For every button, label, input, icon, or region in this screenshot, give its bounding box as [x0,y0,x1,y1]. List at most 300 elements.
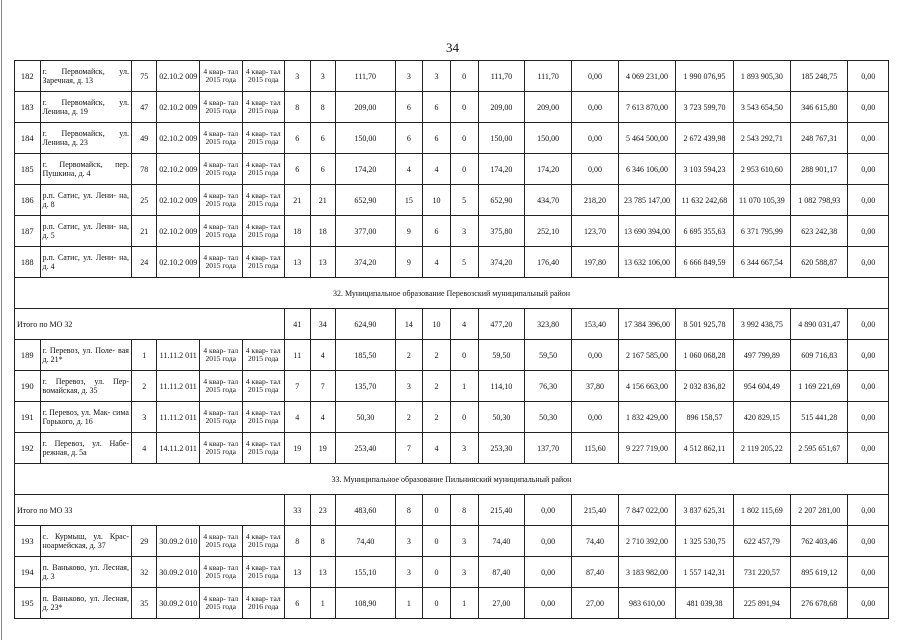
cell-c7: 21 [285,185,311,216]
cell-c19: 2 207 281,00 [791,495,848,526]
cell-c17: 3 103 594,23 [676,154,733,185]
cell-addr: с. Курмыш, ул. Крас- ноармейская, д. 37 [40,526,131,557]
cell-c17: 1 325 530,75 [676,526,733,557]
cell-c9: 624,90 [336,309,396,340]
cell-c14: 0,00 [525,495,572,526]
cell-addr: г. Перевоз, ул. Набе- режная, д. 5а [40,433,131,464]
cell-c6: 4 квар- тал 2015 года [242,526,285,557]
cell-c16: 17 384 396,00 [618,309,675,340]
cell-c11: 0 [423,526,451,557]
cell-c13: 253,30 [478,433,525,464]
cell-c18: 3 543 654,50 [733,92,790,123]
cell-c4: 30.09.2 010 [157,557,200,588]
table-row [15,588,889,619]
cell-c16: 4 156 663,00 [618,371,675,402]
cell-c13: 50,30 [478,402,525,433]
cell-c5: 4 квар- тал 2015 года [199,61,242,92]
cell-c17: 896 158,57 [676,402,733,433]
cell-c13: 209,00 [478,92,525,123]
cell-c14: 137,70 [525,433,572,464]
cell-c17: 2 672 439,98 [676,123,733,154]
cell-n: 186 [15,185,41,216]
cell-c19: 515 441,28 [791,402,848,433]
cell-c16: 3 183 982,00 [618,557,675,588]
cell-c17: 6 695 355,63 [676,216,733,247]
cell-text: 33. Муниципальное образование Пильнинский муниципальный район [15,464,889,495]
cell-c9: 155,10 [336,557,396,588]
cell-c3: 78 [131,154,157,185]
cell-c3: 25 [131,185,157,216]
cell-c5: 4 квар- тал 2015 года [199,123,242,154]
cell-c11: 0 [423,557,451,588]
cell-c14: 50,30 [525,402,572,433]
cell-c19: 895 619,12 [791,557,848,588]
cell-c11: 4 [423,154,451,185]
cell-addr: г. Перевоз, ул. Мак- сима Горького, д. 16 [40,402,131,433]
cell-c16: 7 847 022,00 [618,495,675,526]
cell-c9: 253,40 [336,433,396,464]
cell-c20: 0,00 [848,402,889,433]
cell-c12: 3 [450,216,478,247]
cell-c8: 21 [310,185,336,216]
cell-c15: 27,00 [572,588,619,619]
cell-c10: 2 [395,402,423,433]
cell-c7: 6 [285,123,311,154]
cell-c15: 87,40 [572,557,619,588]
cell-c16: 13 690 394,00 [618,216,675,247]
cell-c18: 11 070 105,39 [733,185,790,216]
cell-c18: 2 953 610,60 [733,154,790,185]
cell-c14: 0,00 [525,557,572,588]
section-header-row [15,278,889,309]
cell-c3: 1 [131,340,157,371]
cell-c6: 4 квар- тал 2015 года [242,154,285,185]
cell-c20: 0,00 [848,216,889,247]
cell-c19: 185 248,75 [791,61,848,92]
cell-c9: 374,20 [336,247,396,278]
cell-c16: 4 069 231,00 [618,61,675,92]
cell-n: 191 [15,402,41,433]
table-row [15,154,889,185]
cell-addr: г. Первомайск, ул. Ленина, д. 19 [40,92,131,123]
cell-c14: 209,00 [525,92,572,123]
cell-c19: 623 242,38 [791,216,848,247]
cell-c8: 13 [310,247,336,278]
cell-addr: г. Перевоз, ул. Поле- вая д. 21* [40,340,131,371]
cell-c14: 252,10 [525,216,572,247]
cell-c11: 2 [423,340,451,371]
cell-c5: 4 квар- тал 2015 года [199,433,242,464]
cell-n: 194 [15,557,41,588]
cell-n: 183 [15,92,41,123]
cell-c8: 8 [310,92,336,123]
cell-c5: 4 квар- тал 2015 года [199,154,242,185]
cell-c3: 29 [131,526,157,557]
cell-c6: 4 квар- тал 2015 года [242,340,285,371]
cell-c17: 1 060 068,28 [676,340,733,371]
cell-c11: 6 [423,123,451,154]
cell-c5: 4 квар- тал 2015 года [199,402,242,433]
cell-c19: 346 615,80 [791,92,848,123]
cell-c18: 420 829,15 [733,402,790,433]
cell-c16: 13 632 106,00 [618,247,675,278]
cell-c4: 02.10.2 009 [157,154,200,185]
cell-c18: 1 802 115,69 [733,495,790,526]
cell-c4: 02.10.2 009 [157,216,200,247]
cell-c8: 3 [310,61,336,92]
cell-c7: 6 [285,588,311,619]
cell-c19: 620 588,87 [791,247,848,278]
table-body [15,61,889,619]
cell-c9: 108,90 [336,588,396,619]
cell-c4: 14.11.2 011 [157,433,200,464]
cell-n: 185 [15,154,41,185]
cell-c10: 3 [395,371,423,402]
cell-c5: 4 квар- тал 2015 года [199,557,242,588]
cell-c9: 652,90 [336,185,396,216]
housing-table [14,60,889,619]
cell-addr: р.п. Сатис, ул. Лени- на, д. 8 [40,185,131,216]
cell-c12: 0 [450,154,478,185]
cell-c10: 2 [395,340,423,371]
cell-c14: 111,70 [525,61,572,92]
cell-c14: 76,30 [525,371,572,402]
cell-c15: 0,00 [572,61,619,92]
cell-c18: 3 992 438,75 [733,309,790,340]
cell-c12: 8 [450,495,478,526]
cell-addr: г. Первомайск, ул. Заречная, д. 13 [40,61,131,92]
cell-c6: 4 квар- тал 2015 года [242,123,285,154]
cell-n: 192 [15,433,41,464]
cell-c9: 209,00 [336,92,396,123]
cell-c12: 0 [450,92,478,123]
cell-c9: 174,20 [336,154,396,185]
cell-c4: 11.11.2 011 [157,340,200,371]
subtotal-row [15,309,889,340]
cell-c14: 0,00 [525,526,572,557]
cell-c3: 47 [131,92,157,123]
cell-c10: 9 [395,216,423,247]
cell-c17: 4 512 862,11 [676,433,733,464]
cell-c11: 0 [423,588,451,619]
cell-c16: 5 464 500,00 [618,123,675,154]
table-row [15,123,889,154]
cell-c7: 11 [285,340,311,371]
cell-c7: 7 [285,371,311,402]
cell-c6: 4 квар- тал 2015 года [242,185,285,216]
subtotal-row [15,495,889,526]
cell-label: Итого по МО 33 [15,495,285,526]
cell-c15: 0,00 [572,154,619,185]
cell-c12: 1 [450,588,478,619]
cell-c3: 3 [131,402,157,433]
cell-c13: 27,00 [478,588,525,619]
cell-c11: 10 [423,309,451,340]
cell-n: 195 [15,588,41,619]
cell-label: Итого по МО 32 [15,309,285,340]
cell-c11: 2 [423,402,451,433]
cell-c10: 3 [395,61,423,92]
cell-c18: 497 799,89 [733,340,790,371]
cell-c13: 74,40 [478,526,525,557]
cell-c8: 6 [310,154,336,185]
cell-c19: 1 082 798,93 [791,185,848,216]
cell-addr: г. Перевоз, ул. Пер- вомайская, д. 35 [40,371,131,402]
cell-c14: 434,70 [525,185,572,216]
cell-c15: 215,40 [572,495,619,526]
cell-c16: 1 832 429,00 [618,402,675,433]
cell-c17: 481 039,38 [676,588,733,619]
cell-c10: 9 [395,247,423,278]
cell-c15: 0,00 [572,340,619,371]
cell-c18: 954 604,49 [733,371,790,402]
cell-c15: 115,60 [572,433,619,464]
cell-text: 32. Муниципальное образование Перевозский муниципальный район [15,278,889,309]
cell-c18: 6 371 795,99 [733,216,790,247]
cell-n: 188 [15,247,41,278]
cell-c20: 0,00 [848,557,889,588]
cell-n: 184 [15,123,41,154]
table-row [15,61,889,92]
cell-c10: 1 [395,588,423,619]
cell-addr: р.п. Сатис, ул. Лени- на, д. 4 [40,247,131,278]
cell-c7: 41 [285,309,311,340]
cell-c9: 50,30 [336,402,396,433]
cell-c16: 7 613 870,00 [618,92,675,123]
cell-c6: 4 квар- тал 2015 года [242,61,285,92]
cell-c12: 3 [450,557,478,588]
cell-c16: 2 167 585,00 [618,340,675,371]
cell-c18: 622 457,79 [733,526,790,557]
cell-c15: 0,00 [572,402,619,433]
cell-c12: 0 [450,123,478,154]
cell-c16: 2 710 392,00 [618,526,675,557]
cell-c7: 6 [285,154,311,185]
cell-c11: 10 [423,185,451,216]
cell-c18: 225 891,94 [733,588,790,619]
cell-c10: 15 [395,185,423,216]
cell-c13: 215,40 [478,495,525,526]
cell-c20: 0,00 [848,309,889,340]
table-row [15,216,889,247]
cell-c16: 9 227 719,00 [618,433,675,464]
cell-c9: 185,50 [336,340,396,371]
cell-c7: 13 [285,247,311,278]
cell-c8: 1 [310,588,336,619]
cell-c18: 2 543 292,71 [733,123,790,154]
cell-c13: 150,00 [478,123,525,154]
cell-addr: г. Первомайск, ул. Ленина, д. 23 [40,123,131,154]
cell-c4: 02.10.2 009 [157,185,200,216]
cell-c9: 483,60 [336,495,396,526]
cell-c15: 37,80 [572,371,619,402]
cell-c6: 4 квар- тал 2015 года [242,216,285,247]
cell-c5: 4 квар- тал 2015 года [199,340,242,371]
cell-c8: 23 [310,495,336,526]
cell-c19: 609 716,83 [791,340,848,371]
cell-c12: 3 [450,526,478,557]
cell-c11: 2 [423,371,451,402]
cell-c6: 4 квар- тал 2015 года [242,371,285,402]
cell-c20: 0,00 [848,495,889,526]
cell-c15: 218,20 [572,185,619,216]
cell-c16: 23 785 147,00 [618,185,675,216]
cell-c3: 75 [131,61,157,92]
cell-c18: 6 344 667,54 [733,247,790,278]
cell-c7: 8 [285,92,311,123]
cell-c12: 1 [450,371,478,402]
cell-c9: 74,40 [336,526,396,557]
cell-c3: 24 [131,247,157,278]
cell-c4: 11.11.2 011 [157,371,200,402]
cell-c18: 731 220,57 [733,557,790,588]
cell-c14: 59,50 [525,340,572,371]
cell-c20: 0,00 [848,433,889,464]
cell-c12: 0 [450,402,478,433]
cell-c17: 1 557 142,31 [676,557,733,588]
cell-c6: 4 квар- тал 2015 года [242,402,285,433]
cell-c7: 4 [285,402,311,433]
cell-c8: 19 [310,433,336,464]
cell-c10: 8 [395,495,423,526]
cell-c15: 153,40 [572,309,619,340]
cell-c17: 3 723 599,70 [676,92,733,123]
cell-c15: 74,40 [572,526,619,557]
cell-c12: 3 [450,433,478,464]
cell-c15: 0,00 [572,92,619,123]
table-row [15,557,889,588]
cell-c19: 288 901,17 [791,154,848,185]
cell-c13: 111,70 [478,61,525,92]
cell-c11: 4 [423,433,451,464]
cell-c19: 276 678,68 [791,588,848,619]
cell-c13: 477,20 [478,309,525,340]
table-row [15,371,889,402]
cell-c20: 0,00 [848,61,889,92]
page-edge-mark [1,0,2,640]
cell-c8: 13 [310,557,336,588]
cell-c19: 762 403,46 [791,526,848,557]
cell-c6: 4 квар- тал 2015 года [242,247,285,278]
cell-addr: п. Ваньково, ул. Лесная, д. 23* [40,588,131,619]
cell-c20: 0,00 [848,340,889,371]
cell-c11: 0 [423,495,451,526]
cell-n: 193 [15,526,41,557]
cell-c12: 0 [450,61,478,92]
cell-c9: 150,00 [336,123,396,154]
table-row [15,433,889,464]
cell-c20: 0,00 [848,247,889,278]
cell-c10: 6 [395,123,423,154]
cell-c3: 2 [131,371,157,402]
cell-c9: 111,70 [336,61,396,92]
cell-c7: 3 [285,61,311,92]
cell-addr: п. Ваньково, ул. Лесная, д. 3 [40,557,131,588]
cell-c18: 1 893 905,30 [733,61,790,92]
cell-c4: 02.10.2 009 [157,247,200,278]
cell-c11: 4 [423,247,451,278]
cell-c20: 0,00 [848,588,889,619]
cell-c9: 377,00 [336,216,396,247]
cell-c6: 4 квар- тал 2016 года [242,588,285,619]
cell-c16: 6 346 106,00 [618,154,675,185]
cell-n: 190 [15,371,41,402]
cell-c7: 13 [285,557,311,588]
cell-c10: 7 [395,433,423,464]
cell-c13: 59,50 [478,340,525,371]
cell-c4: 30.09.2 010 [157,526,200,557]
cell-c19: 4 890 031,47 [791,309,848,340]
cell-c5: 4 квар- тал 2015 года [199,185,242,216]
cell-c18: 2 119 205,22 [733,433,790,464]
cell-c20: 0,00 [848,185,889,216]
cell-c14: 176,40 [525,247,572,278]
table-row [15,340,889,371]
cell-c14: 150,00 [525,123,572,154]
cell-c4: 02.10.2 009 [157,61,200,92]
cell-c14: 174,20 [525,154,572,185]
table-row [15,92,889,123]
cell-c17: 2 032 836,82 [676,371,733,402]
page-number: 34 [446,40,459,55]
cell-c13: 174,20 [478,154,525,185]
cell-c17: 1 990 076,95 [676,61,733,92]
cell-c11: 3 [423,61,451,92]
cell-c7: 19 [285,433,311,464]
cell-c13: 375,80 [478,216,525,247]
cell-c8: 6 [310,123,336,154]
table-row [15,247,889,278]
cell-n: 189 [15,340,41,371]
cell-c6: 4 квар- тал 2015 года [242,92,285,123]
cell-c13: 114,10 [478,371,525,402]
cell-c10: 14 [395,309,423,340]
cell-c8: 8 [310,526,336,557]
cell-c4: 02.10.2 009 [157,123,200,154]
cell-c19: 1 169 221,69 [791,371,848,402]
cell-n: 182 [15,61,41,92]
cell-c4: 02.10.2 009 [157,92,200,123]
cell-c5: 4 квар- тал 2015 года [199,92,242,123]
cell-c19: 248 767,31 [791,123,848,154]
cell-c8: 7 [310,371,336,402]
cell-c15: 123,70 [572,216,619,247]
cell-addr: г. Первомайск, пер. Пушкина, д. 4 [40,154,131,185]
cell-c16: 983 610,00 [618,588,675,619]
table-row [15,526,889,557]
cell-c13: 374,20 [478,247,525,278]
cell-c7: 33 [285,495,311,526]
cell-c20: 0,00 [848,123,889,154]
cell-c20: 0,00 [848,154,889,185]
cell-c8: 4 [310,340,336,371]
cell-n: 187 [15,216,41,247]
cell-c20: 0,00 [848,92,889,123]
cell-c12: 5 [450,247,478,278]
cell-c10: 3 [395,557,423,588]
cell-c8: 4 [310,402,336,433]
section-header-row [15,464,889,495]
cell-c14: 0,00 [525,588,572,619]
cell-c10: 6 [395,92,423,123]
cell-c9: 135,70 [336,371,396,402]
cell-c17: 11 632 242,68 [676,185,733,216]
cell-c5: 4 квар- тал 2015 года [199,371,242,402]
cell-c13: 652,90 [478,185,525,216]
cell-c3: 32 [131,557,157,588]
cell-c5: 4 квар- тал 2015 года [199,247,242,278]
cell-c3: 4 [131,433,157,464]
